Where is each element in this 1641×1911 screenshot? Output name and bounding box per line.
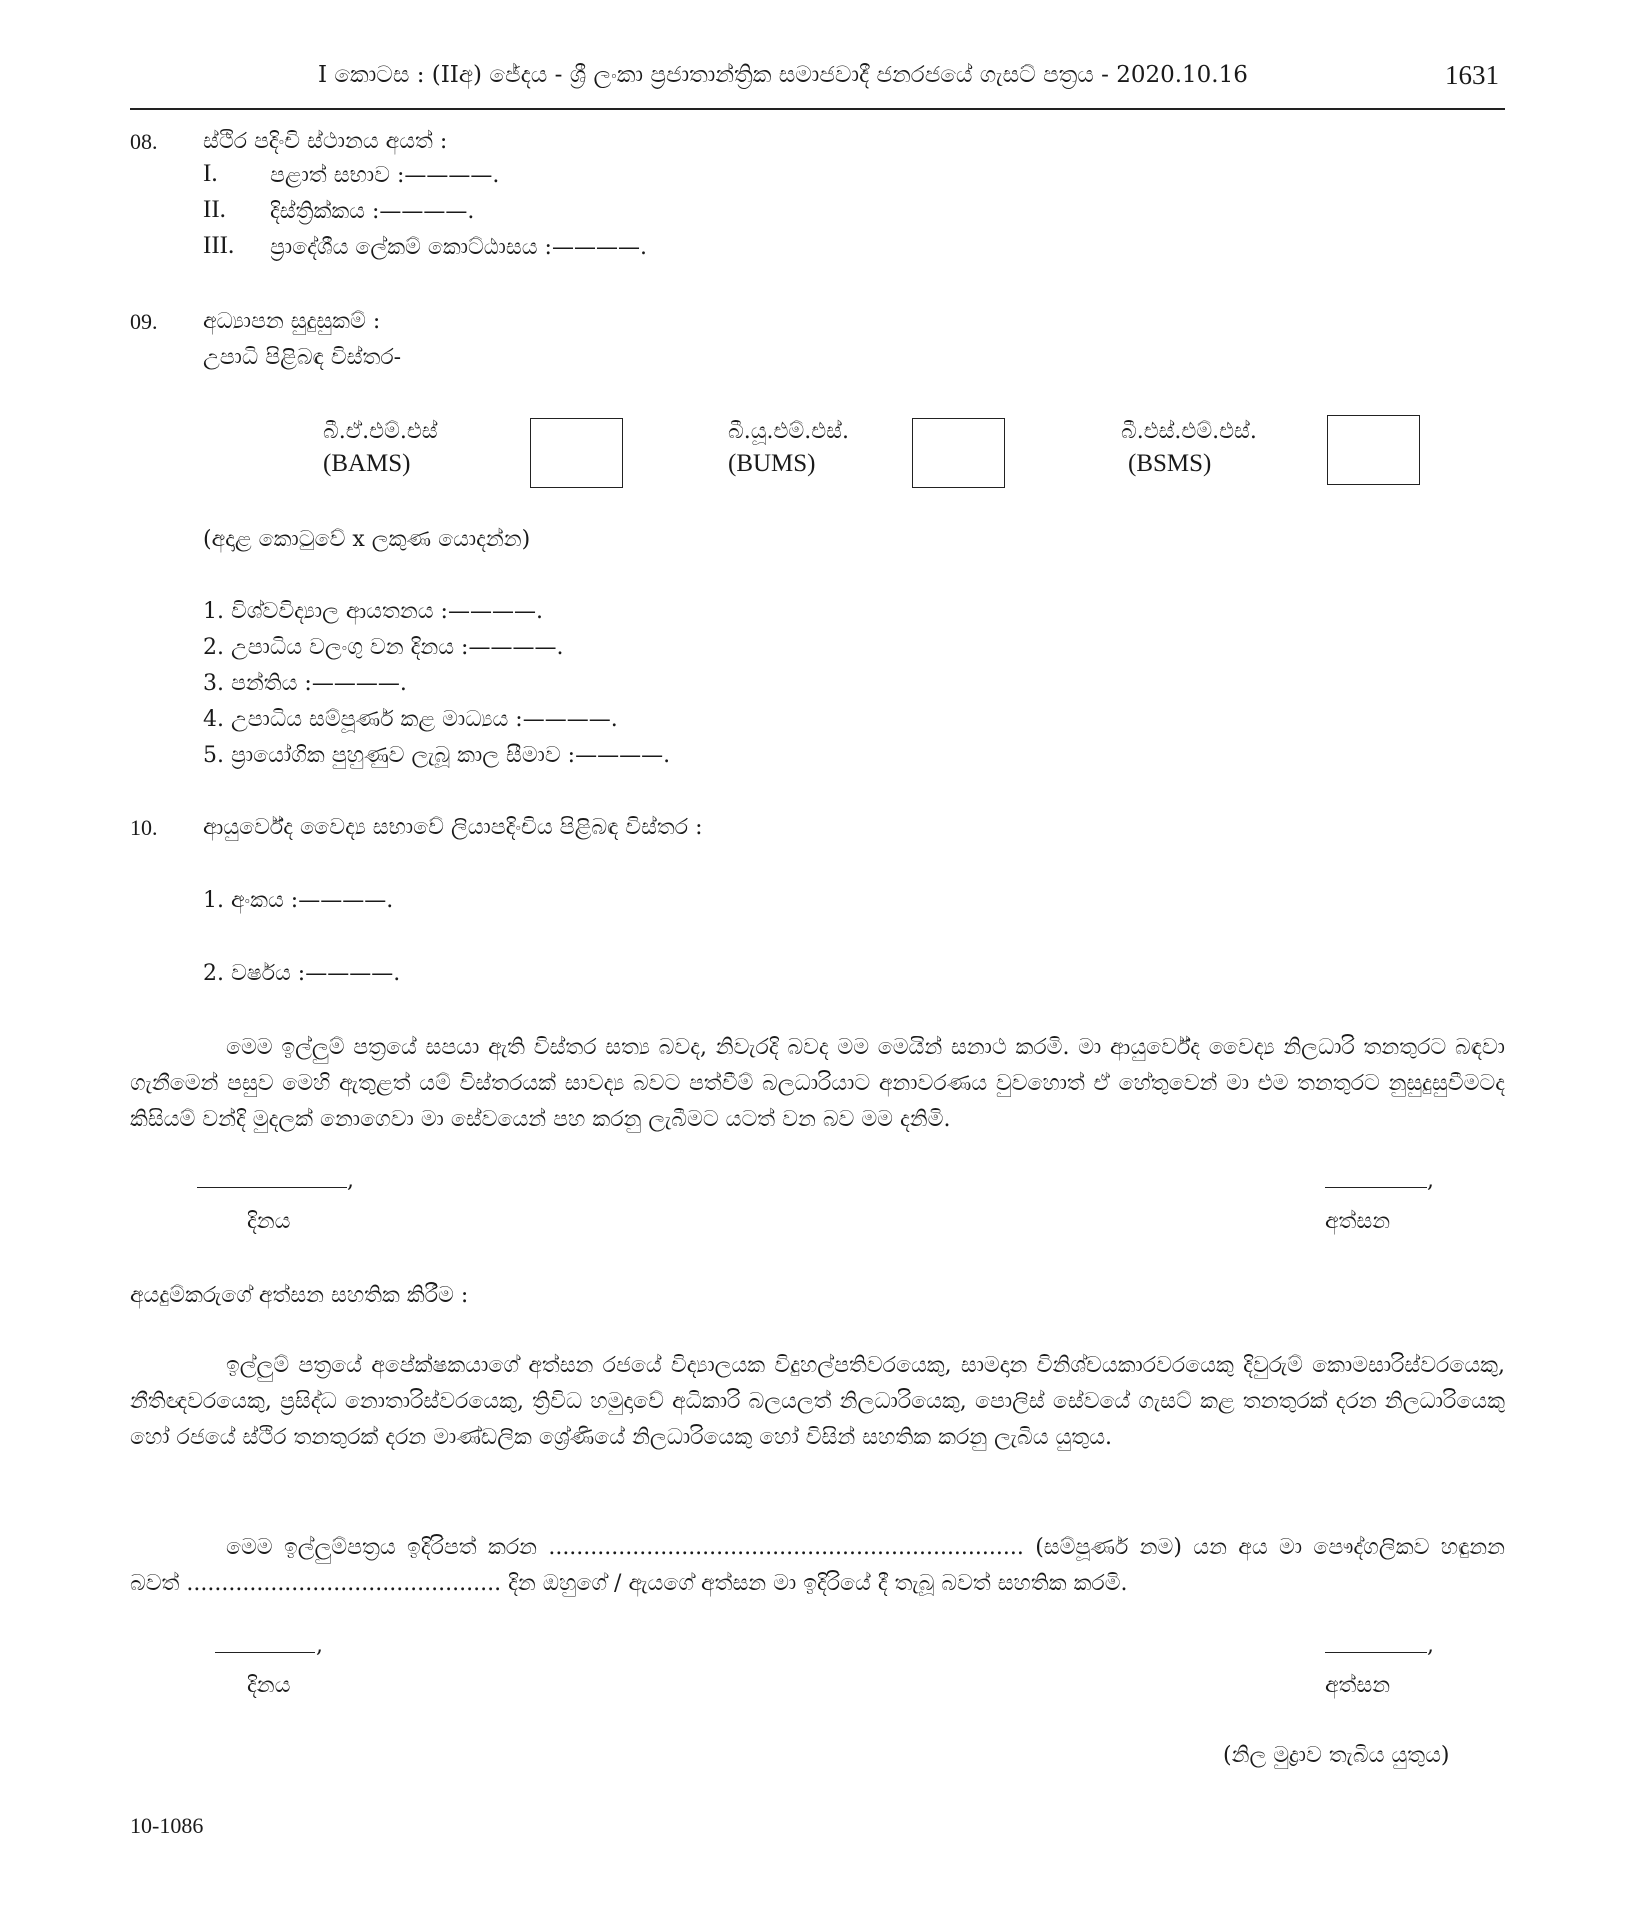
attestation-heading: අයදුම්කරුගේ අත්සන සහතික කිරීම : <box>130 1283 469 1308</box>
section-09-subheading: උපාධි පිළිබඳ විස්තර- <box>203 345 402 370</box>
page-number: 1631 <box>1445 60 1499 90</box>
section-10-heading: ආයුර්වේද වෛද්‍ය සභාවේ ලියාපදිංචිය පිළිබඳ විස්තර : <box>203 815 703 840</box>
degree-bsms-checkbox[interactable] <box>1327 415 1420 485</box>
comma-mark: , <box>316 1633 323 1658</box>
date-line-2[interactable] <box>215 1652 315 1653</box>
section-08-roman-2: II. <box>203 196 226 223</box>
degree-bams-sinhala: බී.ඒ.එම්.එස් <box>323 419 438 444</box>
declaration-paragraph: මෙම ඉල්ලුම් පත්‍රයේ සපයා ඇති විස්තර සත්‍ය බවද, නිවැරදි බවද මම මෙයින් සනාථ කරමි. මා ආයුර්වේද වෛද්‍ය නිලධාරි තනතුරට බඳවා ගැනීමෙන් පසුව මෙහි ඇතුළත් යම් විස්තරයක් සාවද්‍ය බවට පත්වීම් බලධාරියාට අනාවරණය වුවහොත් ඒ හේතුවෙන් මා එම තනතුරට නුසුදුසුවීමටද කිසියම් වන්දි මුදලක් නොගෙවා මා සේවයෙන් පහ කරනු ලැබීමට යටත් වන බව මම දනිමි. <box>130 1035 1505 1132</box>
degree-bums-sinhala: බී.යූ.එම්.එස්. <box>728 419 849 444</box>
header-rule <box>130 108 1505 110</box>
certification-paragraph: මෙම ඉල්ලුම්පත්‍රය ඉදිරිපත් කරන .................................................................... (සම්පූර්ණ නම) යන අය මා පෞද්ගලිකව හඳුනන බවත් ............................................. දින ඔහුගේ / ඇයගේ අත්සන මා ඉදිරියේ දී තැබූ බවත් සහතික කරමි. <box>130 1535 1505 1596</box>
checkbox-instruction: (අදාළ කොටුවේ x ලකුණ යොදන්න) <box>203 527 531 552</box>
signature-label-2: අත්සන <box>1325 1673 1391 1698</box>
seal-note: (නිල මුද්‍රාව තැබිය යුතුය) <box>1223 1743 1450 1768</box>
section-08-field-province[interactable]: පළාත් සභාව :————. <box>270 163 500 188</box>
footer-code: 10-1086 <box>130 1813 204 1838</box>
section-08-heading: ස්ථිර පදිංචි ස්ථානය අයත් : <box>203 129 448 154</box>
edu-field-training-period[interactable]: 5. ප්‍රායෝගික පුහුණුව ලැබූ කාල සීමාව :————. <box>203 743 671 768</box>
date-label-2: දිනය <box>247 1673 291 1698</box>
section-09-number: 09. <box>130 309 158 334</box>
degree-bums-latin: (BUMS) <box>728 450 816 477</box>
reg-field-year[interactable]: 2. වර්ෂය :————. <box>203 961 401 986</box>
comma-mark: , <box>347 1168 354 1193</box>
section-10-number: 10. <box>130 815 158 840</box>
section-08-roman-1: I. <box>203 160 218 187</box>
edu-field-medium[interactable]: 4. උපාධිය සම්පූර්ණ කළ මාධ්‍යය :————. <box>203 707 618 732</box>
date-label-1: දිනය <box>247 1209 291 1234</box>
signature-line-1[interactable] <box>1325 1187 1427 1188</box>
signature-label-1: අත්සන <box>1325 1209 1391 1234</box>
signature-line-2[interactable] <box>1325 1652 1427 1653</box>
reg-field-number[interactable]: 1. අංකය :————. <box>203 888 394 913</box>
degree-bums-checkbox[interactable] <box>912 418 1005 488</box>
degree-bams-latin: (BAMS) <box>323 450 411 477</box>
gazette-header-title: I කොටස : (IIඅ) ජේදය - ශ්‍රී ලංකා ප්‍රජාතාන්ත්‍රික සමාජවාදී ජනරජයේ ගැසට් පත්‍රය - 2020.10.16 <box>318 62 1248 88</box>
degree-bsms-sinhala: බී.එස්.එම්.එස්. <box>1121 419 1257 444</box>
edu-field-effective-date[interactable]: 2. උපාධිය වලංගු වන දිනය :————. <box>203 635 564 660</box>
comma-mark: , <box>1427 1168 1434 1193</box>
section-08-number: 08. <box>130 129 158 154</box>
section-08-field-divisional-secretariat[interactable]: ප්‍රාදේශීය ලේකම් කොට්ඨාසය :————. <box>270 235 647 260</box>
edu-field-class[interactable]: 3. පන්තිය :————. <box>203 671 407 696</box>
degree-bsms-latin: (BSMS) <box>1128 450 1212 477</box>
comma-mark: , <box>1427 1633 1434 1658</box>
section-08-roman-3: III. <box>203 232 235 259</box>
section-09-heading: අධ්‍යාපන සුදුසුකම් : <box>203 309 381 334</box>
edu-field-university[interactable]: 1. විශ්වවිද්‍යාල ආයතනය :————. <box>203 599 543 624</box>
date-line-1[interactable] <box>197 1187 347 1188</box>
attestation-paragraph: ඉල්ලුම් පත්‍රයේ අපේක්ෂකයාගේ අත්සන රජයේ විද්‍යාලයක විදුහල්පතිවරයෙකු, සාමදාන විනිශ්චයකාරවරයෙකු දිවුරුම් කොමසාරිස්වරයෙකු, නීතිඥවරයෙකු, ප්‍රසිද්ධ නොතාරිස්වරයෙකු, ත්‍රිවිධ හමුදාවේ අධිකාරි බලයලත් නිලධාරියෙකු, පොලිස් සේවයේ ගැසට් කළ තනතුරක් දරන නිලධාරියෙකු හෝ රජයේ ස්ථිර තනතුරක් දරන මාණ්ඩලික ශ්‍රේණියේ නිලධාරියෙකු හෝ විසින් සහතික කරනු ලැබිය යුතුය. <box>130 1353 1505 1450</box>
degree-bams-checkbox[interactable] <box>530 418 623 488</box>
section-08-field-district[interactable]: දිස්ත්‍රික්කය :————. <box>270 199 475 224</box>
